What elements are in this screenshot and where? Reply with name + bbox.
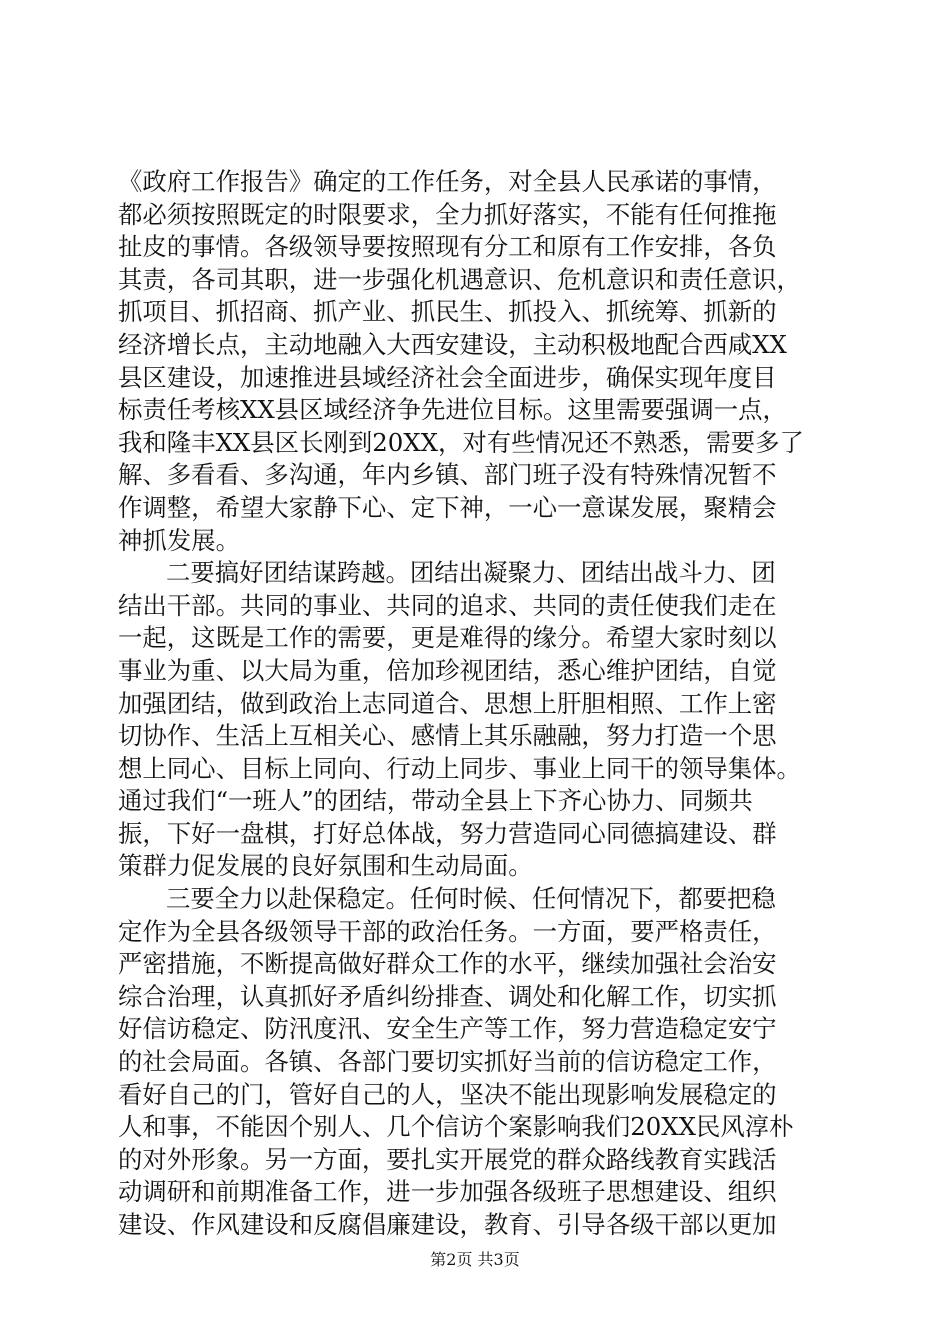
text-line: 解、多看看、多沟通，年内乡镇、部门班子没有特殊情况暂不 — [118, 460, 777, 490]
text-line: 抓项目、抓招商、抓产业、抓民生、抓投入、抓统筹、抓新的 — [118, 297, 777, 327]
text-line: 结出干部。共同的事业、共同的追求、共同的责任使我们走在 — [118, 590, 777, 620]
text-line: 严密措施，不断提高做好群众工作的水平，继续加强社会治安 — [118, 949, 777, 979]
text-line: 扯皮的事情。各级领导要按照现有分工和原有工作安排，各负 — [118, 232, 777, 262]
text-line: 定作为全县各级领导干部的政治任务。一方面，要严格责任， — [118, 916, 777, 946]
text-line: 好信访稳定、防汛度汛、安全生产等工作，努力营造稳定安宁 — [118, 1014, 777, 1044]
text-line: 《政府工作报告》确定的工作任务，对全县人民承诺的事情， — [118, 167, 777, 196]
page-footer: 第2页 共3页 — [430, 1250, 520, 1269]
text-line: 切协作、生活上互相关心、感情上其乐融融，努力打造一个思 — [118, 721, 777, 751]
text-line: 策群力促发展的良好氛围和生动局面。 — [118, 851, 533, 881]
text-line: 动调研和前期准备工作，进一步加强各级班子思想建设、组织 — [118, 1177, 777, 1207]
text-line: 其责，各司其职，进一步强化机遇意识、危机意识和责任意识， — [118, 264, 801, 294]
text-line: 想上同心、目标上同向、行动上同步、事业上同干的领导集体。 — [118, 753, 801, 783]
paragraph-start-line: 二要搞好团结谋跨越。团结出凝聚力、团结出战斗力、团 — [166, 558, 776, 588]
text-line: 都必须按照既定的时限要求，全力抓好落实，不能有任何推拖 — [118, 199, 777, 229]
text-line: 人和事，不能因个别人、几个信访个案影响我们20XX民风淳朴 — [118, 1112, 794, 1142]
paragraph-start-line: 三要全力以赴保稳定。任何时候、任何情况下，都要把稳 — [166, 884, 776, 914]
text-line: 神抓发展。 — [118, 525, 240, 555]
text-line: 一起，这既是工作的需要，更是难得的缘分。希望大家时刻以 — [118, 623, 777, 653]
text-line: 看好自己的门，管好自己的人，坚决不能出现影响发展稳定的 — [118, 1079, 777, 1109]
text-line: 作调整，希望大家静下心、定下神，一心一意谋发展，聚精会 — [118, 492, 777, 522]
text-line: 通过我们“一班人”的团结，带动全县上下齐心协力、同频共 — [118, 786, 753, 816]
text-line: 事业为重、以大局为重，倍加珍视团结，悉心维护团结，自觉 — [118, 655, 777, 685]
text-line: 振，下好一盘棋，打好总体战，努力营造同心同德搞建设、群 — [118, 818, 777, 848]
text-line: 县区建设，加速推进县域经济社会全面进步，确保实现年度目 — [118, 362, 777, 392]
text-line: 经济增长点，主动地融入大西安建设，主动积极地配合西咸XX — [118, 329, 787, 359]
text-line: 我和隆丰XX县区长刚到20XX，对有些情况还不熟悉，需要多了 — [118, 427, 804, 457]
text-line: 加强团结，做到政治上志同道合、思想上肝胆相照、工作上密 — [118, 688, 777, 718]
text-line: 建设、作风建设和反腐倡廉建设，教育、引导各级干部以更加 — [118, 1210, 777, 1239]
document-body — [118, 166, 834, 1242]
text-line: 综合治理，认真抓好矛盾纠纷排查、调处和化解工作，切实抓 — [118, 981, 777, 1011]
text-line: 标责任考核XX县区域经济争先进位目标。这里需要强调一点， — [118, 395, 787, 425]
text-line: 的对外形象。另一方面，要扎实开展党的群众路线教育实践活 — [118, 1144, 777, 1174]
text-line: 的社会局面。各镇、各部门要切实抓好当前的信访稳定工作， — [118, 1047, 777, 1077]
